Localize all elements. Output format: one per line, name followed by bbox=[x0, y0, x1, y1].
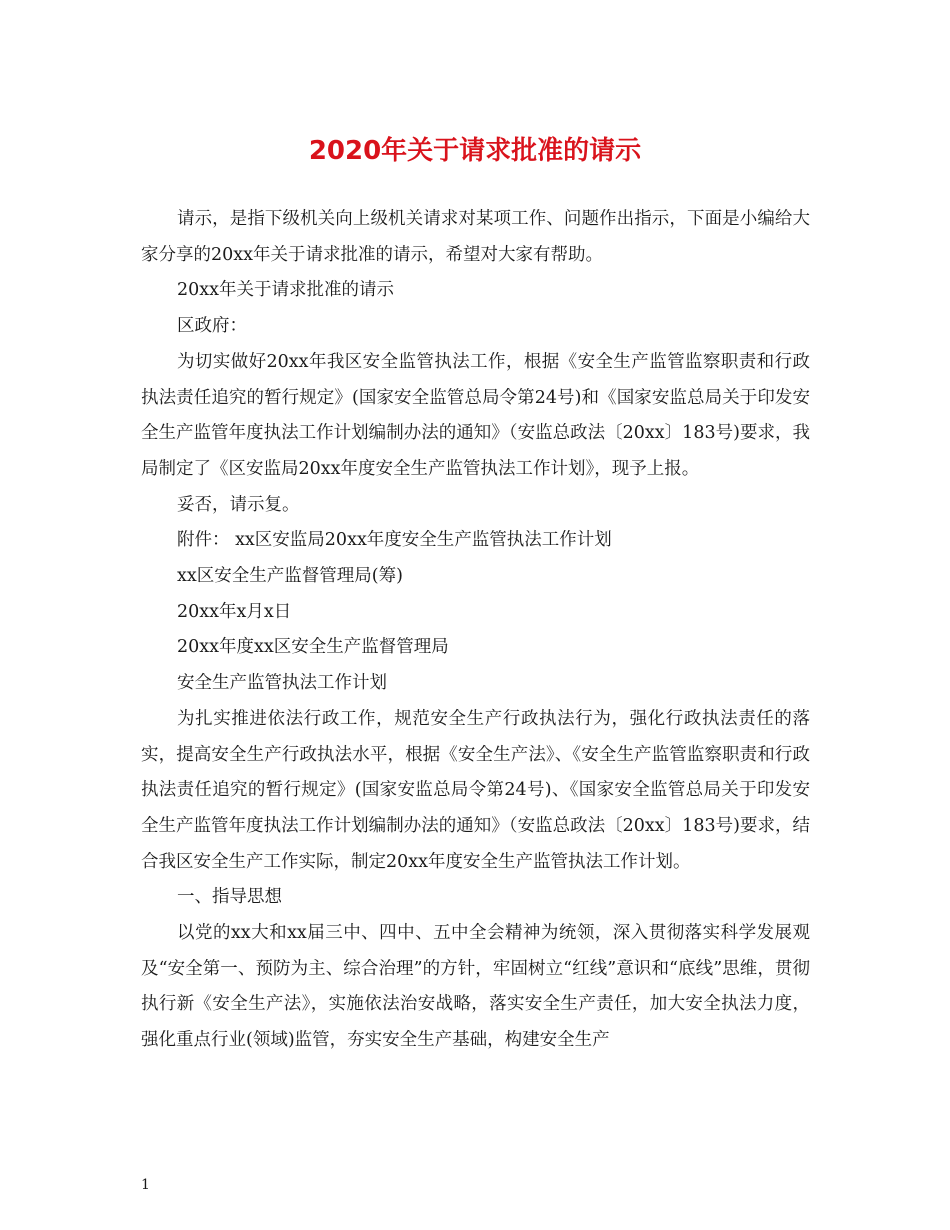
plan-heading-2: 安全生产监管执法工作计划 bbox=[177, 673, 387, 694]
intro-paragraph: 请示，是指下级机关向上级机关请求对某项工作、问题作出指示，下面是小编给大家分享的20xx年关于请求批准的请示，希望对大家有帮助。 bbox=[141, 209, 810, 265]
signatory: xx区安全生产监督管理局(筹) bbox=[177, 566, 403, 587]
date-line: 20xx年x月x日 bbox=[177, 601, 292, 622]
section-heading: 一、指导思想 bbox=[177, 887, 282, 908]
page-number: 1 bbox=[141, 1177, 150, 1193]
closing-line: 妥否，请示复。 bbox=[177, 494, 300, 515]
document-title: 2020年关于请求批准的请示 bbox=[308, 136, 642, 166]
salutation: 区政府： bbox=[177, 316, 247, 337]
guiding-thought-paragraph: 以党的xx大和xx届三中、四中、五中全会精神为统领，深入贯彻落实科学发展观及“安全第一、预防为主、综合治理”的方针，牢固树立“红线”意识和“底线”思维，贯彻执行新《安全生产法》，实施依法治安战略，落实安全生产责任，加大安全执法力度，强化重点行业(领域)监管，夯实安全生产基础，构建安全生产 bbox=[141, 923, 810, 1051]
request-paragraph: 为切实做好20xx年我区安全监管执法工作，根据《安全生产监管监察职责和行政执法责任追究的暂行规定》(国家安全监管总局令第24号)和《国家安监总局关于印发安全生产监管年度执法工作计划编制办法的通知》（安监总政法〔20xx〕183号)要求，我局制定了《区安监局20xx年度安全生产监管执法工作计划》，现予上报。 bbox=[141, 351, 810, 479]
plan-intro-paragraph: 为扎实推进依法行政工作，规范安全生产行政执法行为，强化行政执法责任的落实，提高安全生产行政执法水平，根据《安全生产法》、《安全生产监管监察职责和行政执法责任追究的暂行规定》(国家安监总局令第24号)、《国家安全监管总局关于印发安全生产监管年度执法工作计划编制办法的通知》（安监总政法〔20xx〕183号)要求，结合我区安全生产工作实际，制定20xx年度安全生产监管执法工作计划。 bbox=[141, 708, 810, 872]
document-body bbox=[141, 202, 810, 1059]
letter-heading: 20xx年关于请求批准的请示 bbox=[177, 280, 395, 301]
attachment-line: 附件： xx区安监局20xx年度安全生产监管执法工作计划 bbox=[177, 530, 612, 551]
plan-heading-1: 20xx年度xx区安全生产监督管理局 bbox=[177, 637, 449, 658]
